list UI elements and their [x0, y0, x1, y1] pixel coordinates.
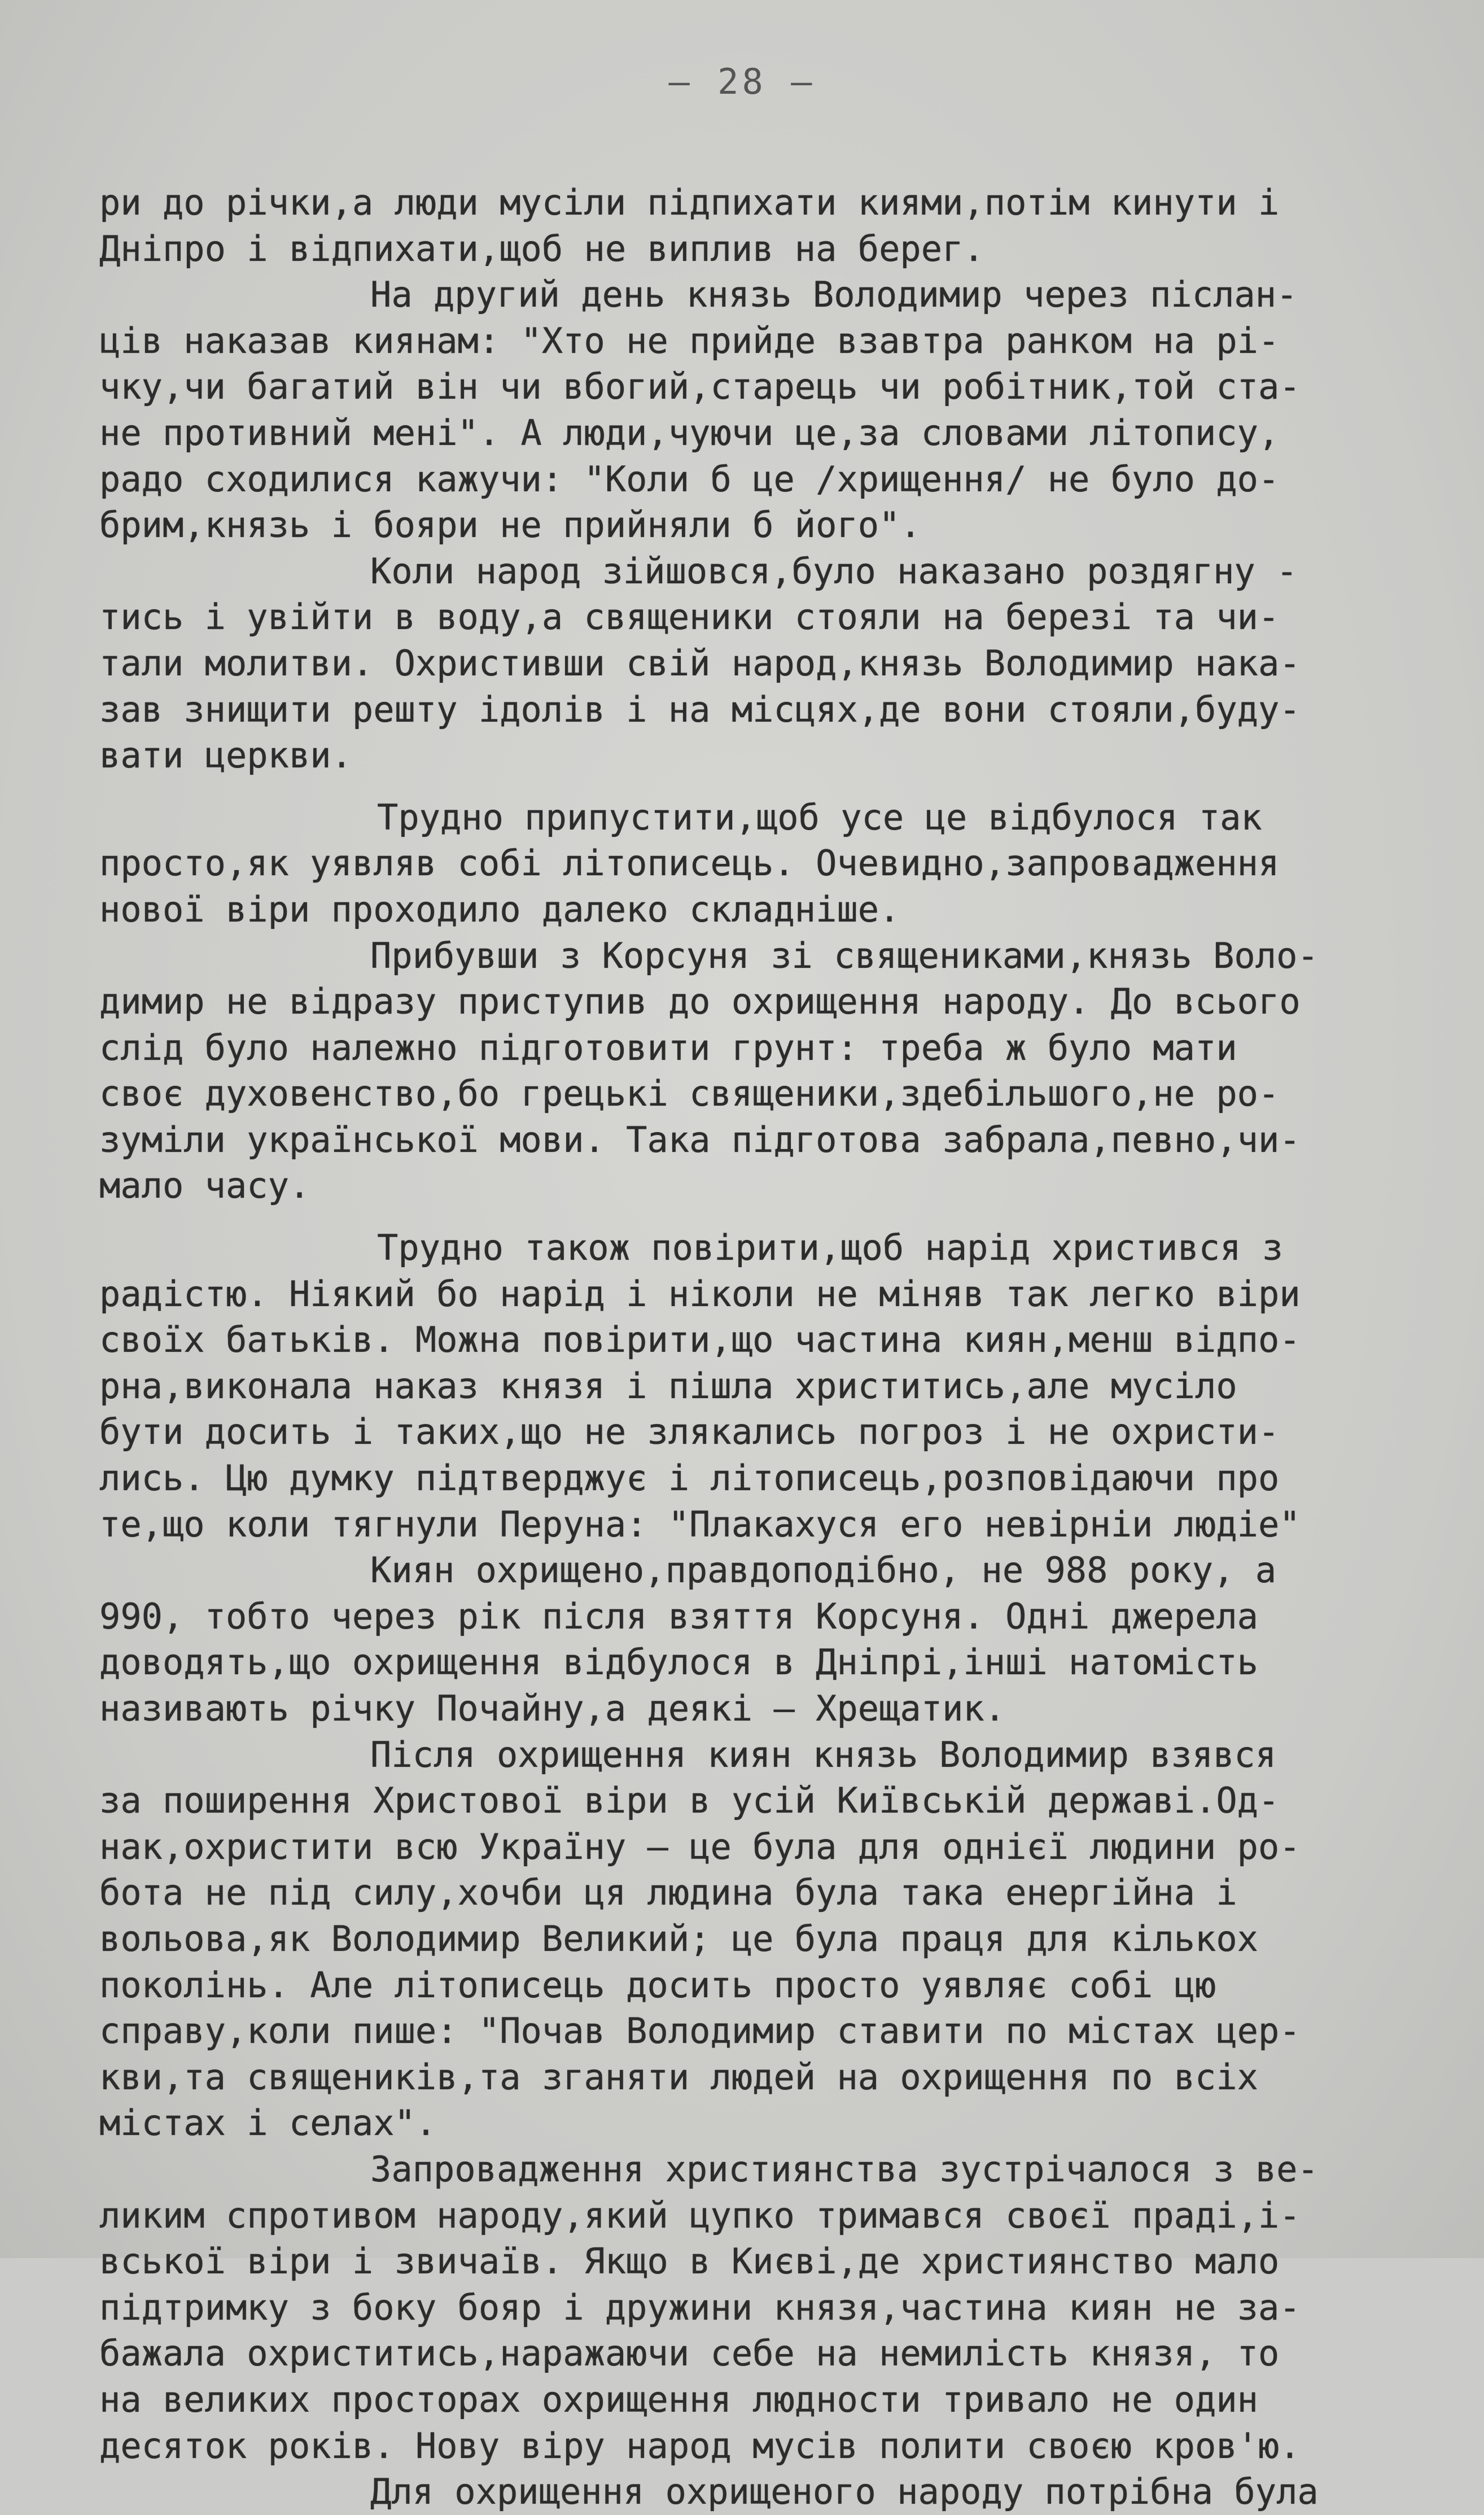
text-line: на великих просторах охрищення людности тривало не один — [99, 2378, 1258, 2420]
text-line: димир не відразу приступив до охрищення народу. До всього — [99, 981, 1301, 1023]
text-line: називають річку Почайну,а деякі – Хрещатик. — [99, 1688, 1006, 1729]
text-line: Дніпро і відпихати,щоб не виплив на берег. — [99, 228, 984, 269]
text-line: зуміли української мови. Така підготова забрала,певно,чи- — [99, 1119, 1301, 1160]
text-line: те,що коли тягнули Перуна: "Плакахуся его невірніи людіе" — [99, 1503, 1301, 1545]
text-line: слід було належно підготовити грунт: треба ж було мати — [99, 1027, 1237, 1068]
text-line: нак,охристити всю Україну – це була для однієї людини ро- — [99, 1826, 1301, 1867]
page-number: – 28 – — [668, 61, 816, 102]
text-line: Після охрищення киян князь Володимир взявся — [370, 1734, 1277, 1775]
text-line: Прибувши з Корсуня зі священиками,князь Воло- — [370, 935, 1319, 976]
text-line: своє духовенство,бо грецькі священики,здебільшого,не ро- — [99, 1073, 1280, 1115]
text-line: вати церкви. — [99, 735, 352, 776]
text-line: містах і селах". — [99, 2102, 437, 2144]
text-line: тали молитви. Охристивши свій народ,князь Володимир нака- — [99, 642, 1301, 684]
text-line: просто,як уявляв собі літописець. Очевидно,запровадження — [99, 842, 1280, 884]
text-line: не противний мені". А люди,чуючи це,за словами літопису, — [99, 412, 1280, 453]
text-line: Трудно також повірити,щоб нарід христився з — [377, 1227, 1284, 1269]
text-line: Запровадження християнства зустрічалося з ве- — [370, 2148, 1319, 2190]
text-line: бажала охриститись,наражаючи себе на немилість князя, то — [99, 2333, 1280, 2374]
text-line: Для охрищення охрищеного народу потрібна була — [370, 2471, 1319, 2513]
text-line: нової віри проходило далеко складніше. — [99, 888, 900, 930]
text-line: підтримку з боку бояр і дружини князя,частина киян не за- — [99, 2286, 1301, 2328]
text-line: за поширення Христової віри в усій Київській державі.Од- — [99, 1780, 1280, 1822]
text-line: бути досить і таких,що не злякались погроз і не охристи- — [99, 1411, 1280, 1453]
text-line: вської віри і звичаїв. Якщо в Києві,де християнство мало — [99, 2241, 1280, 2282]
text-line: кви,та священиків,та зганяти людей на охрищення по всіх — [99, 2056, 1258, 2098]
text-line: Трудно припустити,щоб усе це відбулося так — [377, 796, 1262, 838]
text-line: поколінь. Але літописець досить просто уявляє собі цю — [99, 1964, 1216, 2006]
text-line: 990, тобто через рік після взяття Корсуня. Одні джерела — [99, 1595, 1258, 1637]
text-line: бота не під силу,хочби ця людина була така енергійна і — [99, 1872, 1237, 1914]
text-line: На другий день князь Володимир через післан- — [370, 274, 1298, 316]
text-line: чку,чи багатий він чи вбогий,старець чи робітник,той ста- — [99, 366, 1301, 408]
text-line: десяток років. Нову віру народ мусів полити своєю кров'ю. — [99, 2425, 1301, 2466]
text-line: ців наказав киянам: "Хто не прийде взавтра ранком на рі- — [99, 320, 1280, 361]
text-line: вольова,як Володимир Великий; це була праця для кількох — [99, 1918, 1258, 1959]
text-line: радо сходилися кажучи: "Коли б це /хрищення/ не було до- — [99, 458, 1280, 500]
text-line: рна,виконала наказ князя і пішла христитись,але мусіло — [99, 1365, 1237, 1407]
text-line: лись. Цю думку підтверджує і літописець,розповідаючи про — [99, 1457, 1280, 1499]
text-line: тись і увійти в воду,а священики стояли на березі та чи- — [99, 596, 1280, 638]
text-line: доводять,що охрищення відбулося в Дніпрі,інші натомість — [99, 1641, 1258, 1683]
text-line: зав знищити решту ідолів і на місцях,де вони стояли,буду- — [99, 688, 1301, 730]
text-line: ри до річки,а люди мусіли підпихати киями,потім кинути і — [99, 182, 1280, 223]
text-line: своїх батьків. Можна повірити,що частина киян,менш відпо- — [99, 1319, 1301, 1361]
text-line: справу,коли пише: "Почав Володимир ставити по містах цер- — [99, 2010, 1301, 2052]
text-line: ликим спротивом народу,який цупко тримався своєї праді,і- — [99, 2194, 1301, 2236]
text-line: брим,князь і бояри не прийняли б його". — [99, 504, 921, 546]
body-text — [99, 180, 1415, 2515]
text-line: Киян охрищено,правдоподібно, не 988 року, а — [370, 1549, 1277, 1591]
text-line: радістю. Ніякий бо нарід і ніколи не міняв так легко віри — [99, 1273, 1301, 1315]
text-line: мало часу. — [99, 1165, 310, 1207]
text-line: Коли народ зійшовся,було наказано роздягну - — [370, 550, 1298, 592]
